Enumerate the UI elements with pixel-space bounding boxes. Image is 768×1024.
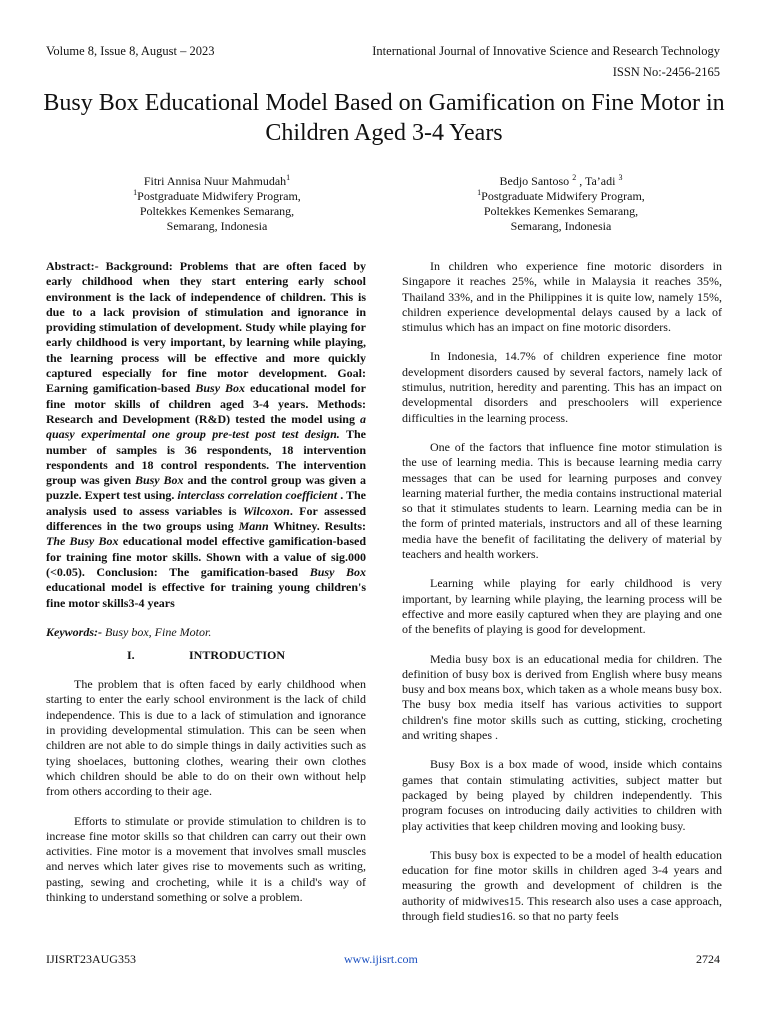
author-affiliation-institution: Poltekkes Kemenkes Semarang, — [139, 204, 295, 218]
body-paragraph: In children who experience fine motoric disorders in Singapore it reaches 25%, while in Malaysia it reaches 35%, Thailand 33%, and in the Philippines it is quite low, namely 15%, children experience developmental delays caused by a lack of stimulus which has an impact on fine motoric disorders. — [402, 259, 722, 335]
header-journal-name: International Journal of Innovative Science and Research Technology — [372, 44, 720, 58]
affiliation-superscript: 1 — [133, 188, 138, 197]
body-paragraph: This busy box is expected to be a model of health education education for fine motor skills in children aged 3-4 years and measuring the growth and development of children is the authority of midwives15. This research also uses a case approach, through field studies16. so that no party feels — [402, 847, 722, 923]
abstract: Abstract:- Background: Problems that are often faced by early childhood when they start entering early school environment is the lack of independence of children. This is due to a lack provision of stimulation and ignorance in providing stimulation of development. Study while playing for early childhood is very important, by learning while playing, the learning process will be effective and more quickly captured especially for fine motor development. Goal: Earning gamification-based Busy Box educational model for fine motor skills of children aged 3-4 years. Methods: Research and Development (R&D) tested the model using a quasy experimental one group pre-test post test design. The number of samples is 36 respondents, 18 intervention respondents and 18 control respondents. The intervention group was given Busy Box and the control group was given a puzzle. Expert test using. interclass correlation coefficient . The analysis used to assess variables is Wilcoxon. For assessed differences in the two groups using Mann Whitney. Results: The Busy Box educational model effective gamification-based for training fine motor skills. Shown with a value of sig.000 (<0.05). Conclusion: The gamification-based Busy Box educational model is effective for training young children's fine motor skills3-4 years — [46, 259, 367, 610]
body-paragraph: Busy Box is a box made of wood, inside which contains games that contain stimulating activities, subject matter but packaged by being played by children independently. This program focuses on introducing daily activities to children with play activities that keep children moving and looking busy. — [402, 757, 722, 833]
section-heading-introduction — [46, 648, 366, 663]
author-affiliation-location: Semarang, Indonesia — [166, 219, 268, 233]
author-names — [431, 174, 691, 189]
author-superscript: 3 — [618, 173, 623, 182]
body-paragraph: Learning while playing for early childhood is very important, by learning while playing, the learning process will be effective and more easily captured when they are playing and one of the benefits of playing is good for development. — [402, 576, 722, 637]
section-number: I. — [126, 648, 135, 663]
body-paragraph: The problem that is often faced by early childhood when starting to enter the early school environment is the lack of child independence. This is due to a lack of stimulation and ignorance in providing developmental stimulation. This can be seen when children are not able to do simple things in daily activities such as tying shoelaces, buttoning clothes, wearing their own clothes which children should be able to do on their own without help from others according to their age. — [46, 677, 366, 799]
author-block-right — [431, 174, 691, 234]
header-volume: Volume 8, Issue 8, August – 2023 — [46, 44, 215, 58]
affiliation-program-text: Postgraduate Midwifery Program, — [137, 189, 301, 203]
author-name-text: Ta’adi — [584, 174, 616, 188]
footer-page-number: 2724 — [696, 952, 720, 966]
keywords: Keywords:- Busy box, Fine Motor. — [46, 624, 212, 639]
author-affiliation-program — [87, 189, 347, 204]
body-paragraph: In Indonesia, 14.7% of children experience fine motor development disorders caused by several factors, namely lack of stimulus, nutrition, heredity and parenting. This has an impact on developmental disorders and preschoolers will experience difficulties in the learning process. — [402, 349, 722, 425]
author-block-left — [87, 174, 347, 234]
author-affiliation-program — [431, 189, 691, 204]
author-separator: , — [576, 174, 585, 188]
author-affiliation-institution: Poltekkes Kemenkes Semarang, — [483, 204, 639, 218]
section-title: INTRODUCTION — [188, 648, 285, 663]
footer-website-link[interactable]: www.ijisrt.com — [344, 952, 418, 966]
body-paragraph: Media busy box is an educational media for children. The definition of busy box is derived from English where busy means busy and box means box, which taken as a whole means busy box. The busy box media itself has various activities to support children's fine motor skills such as cutting, sticking, crocheting and writing shapes . — [402, 651, 722, 743]
author-superscript: 1 — [286, 173, 291, 182]
right-column — [402, 259, 722, 938]
body-paragraph: Efforts to stimulate or provide stimulation to children is to increase fine motor skills so that children can carry out their own activities. Fine motor is a movement that involves small muscles and nerves which later gives rise to movements such as writing, pasting, sewing and crocheting, while it is a child's way of thinking to understand something or solve a problem. — [46, 813, 366, 904]
author-affiliation-location: Semarang, Indonesia — [510, 219, 612, 233]
author-name-text: Bedjo Santoso — [499, 174, 570, 188]
header-issn: ISSN No:-2456-2165 — [612, 65, 720, 79]
affiliation-program-text: Postgraduate Midwifery Program, — [481, 189, 645, 203]
author-name — [87, 174, 347, 189]
author-superscript: 2 — [572, 173, 577, 182]
author-name-text: Fitri Annisa Nuur Mahmudah — [143, 174, 287, 188]
footer-paper-code: IJISRT23AUG353 — [46, 952, 136, 966]
left-column — [46, 259, 366, 919]
paper-title: Busy Box Educational Model Based on Gamification on Fine Motor in Children Aged 3-4 Years — [43, 90, 725, 146]
body-paragraph: One of the factors that influence fine motor stimulation is the use of learning media. This is because learning media carry messages that can be used for learning purposes and convey learning material further, the media contains instructional material so that it stimulates students to learn. Learning media can be in the form of printed materials, instructors and all of these learning media have the benefit of facilitating the delivery of material by teachers and health workers. — [402, 439, 722, 562]
affiliation-superscript: 1 — [477, 188, 482, 197]
